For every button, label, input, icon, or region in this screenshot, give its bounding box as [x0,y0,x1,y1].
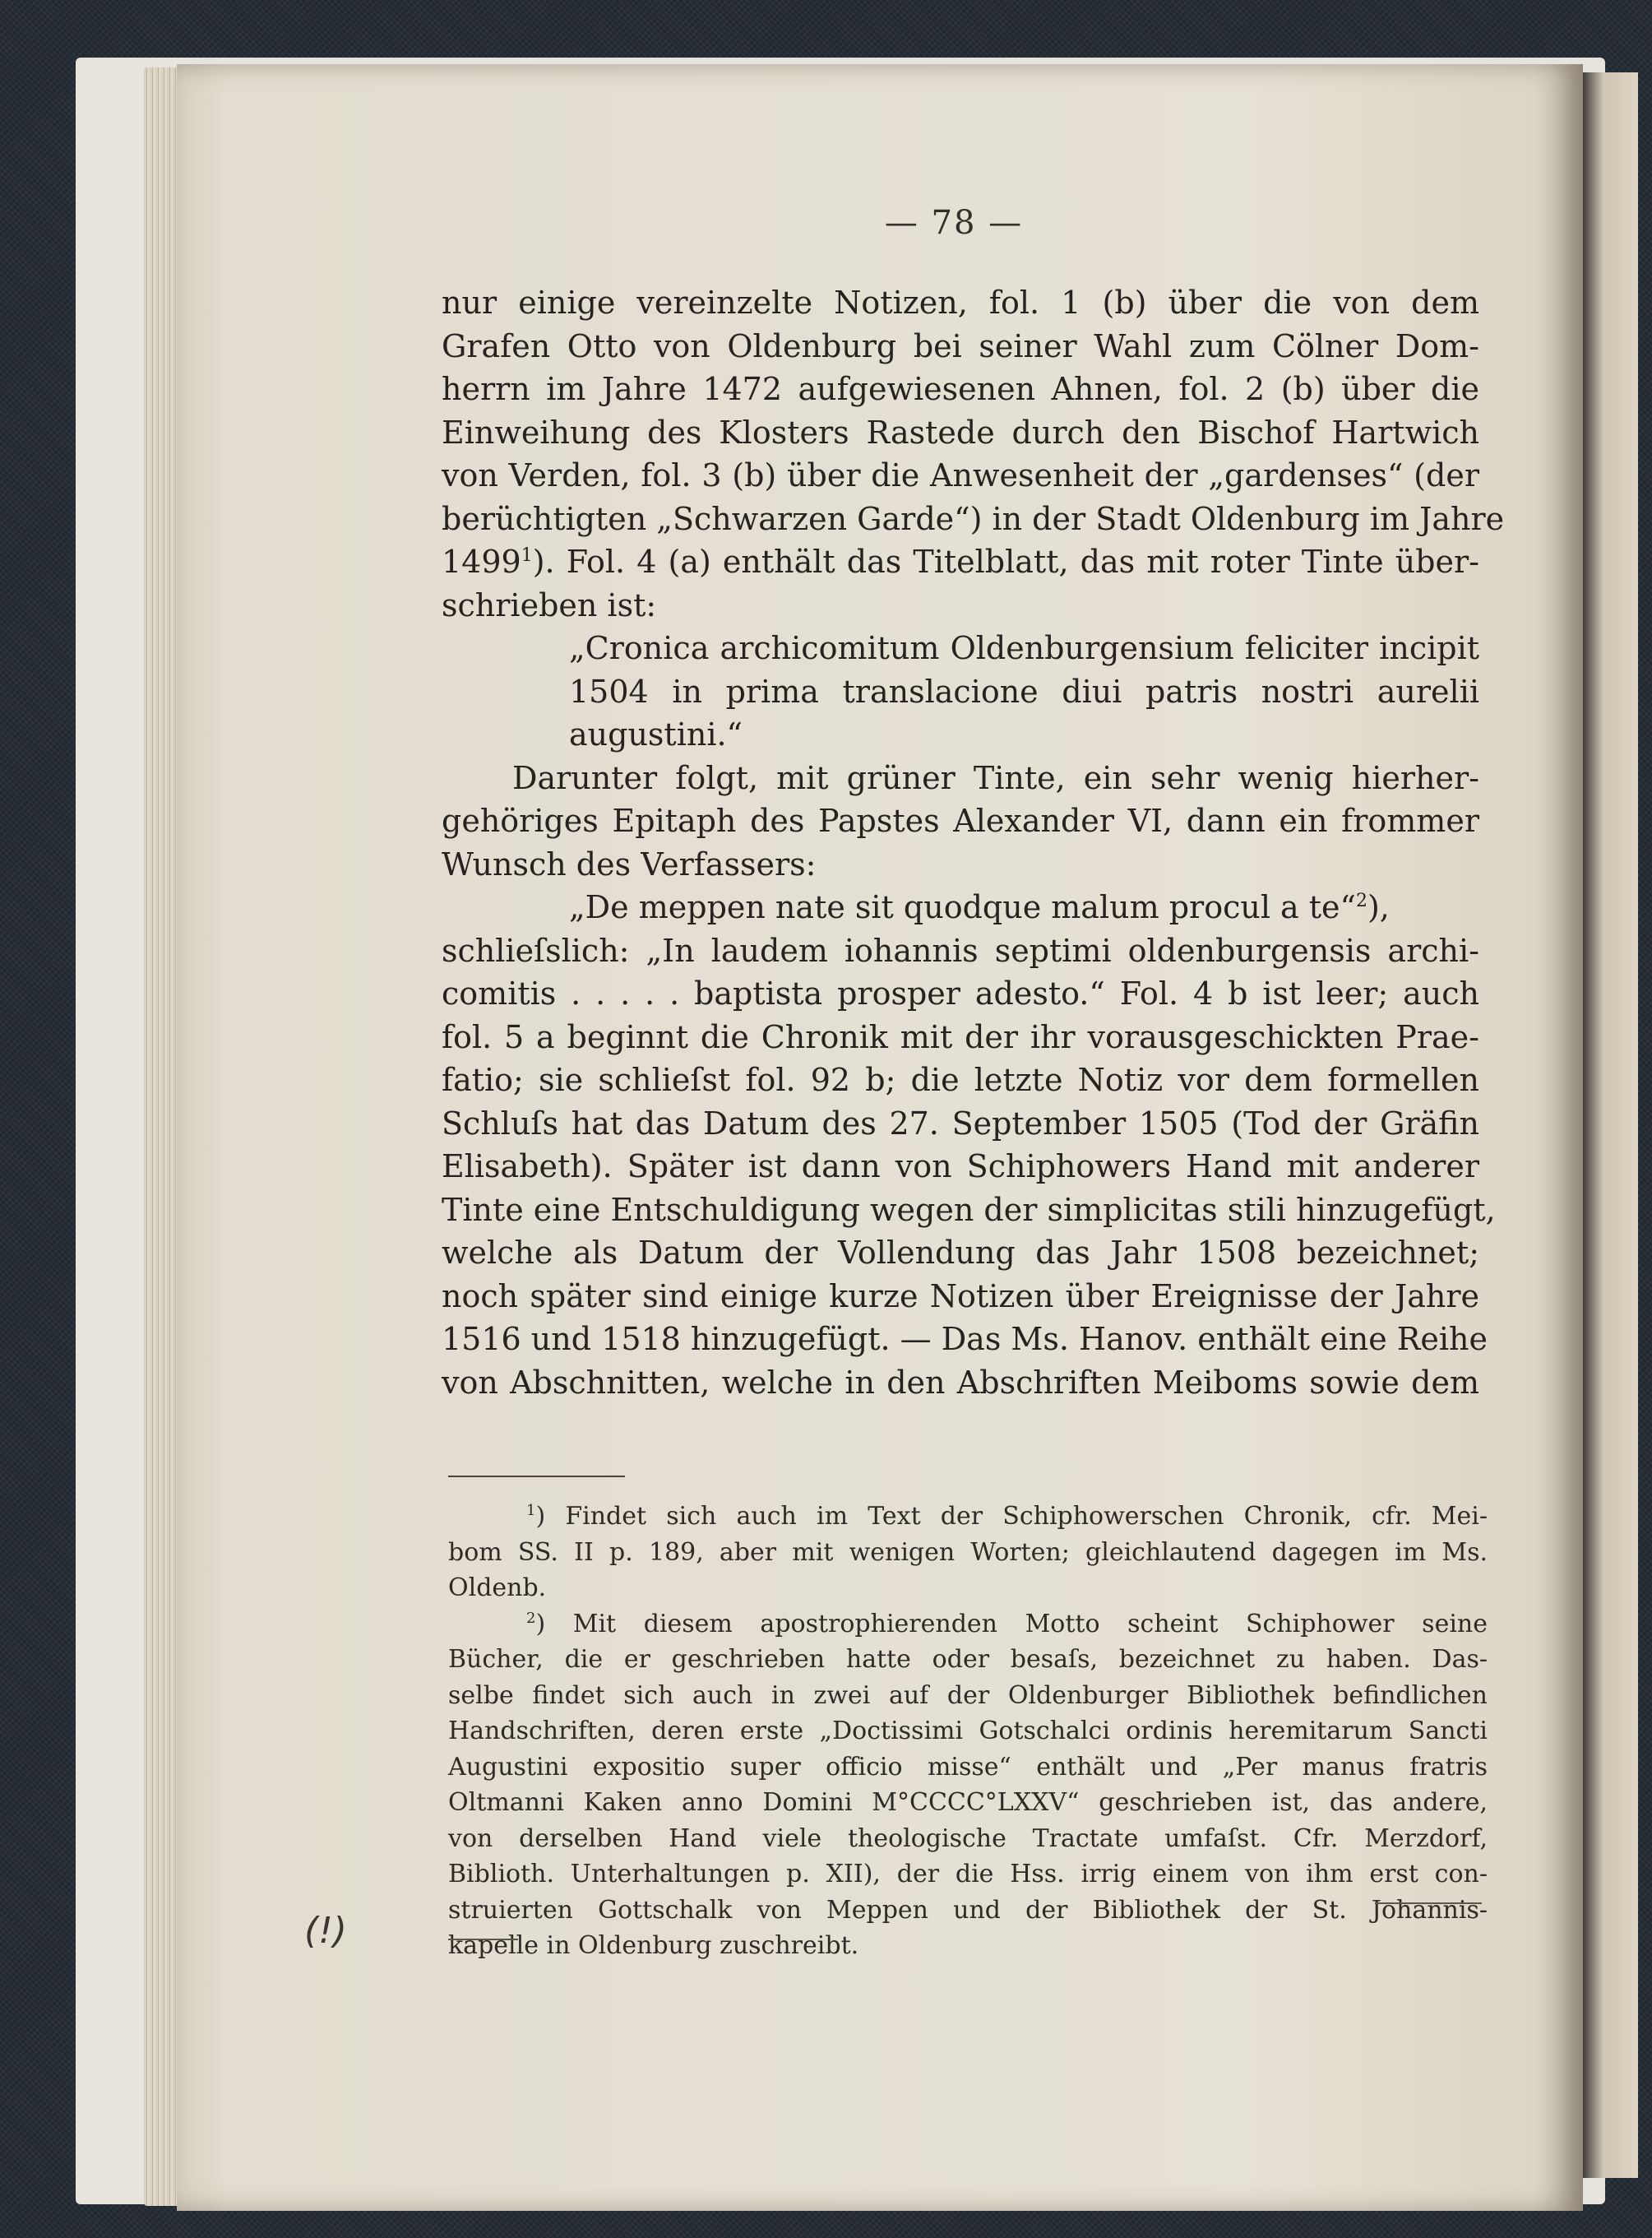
body-text [442,281,1505,1404]
page-number: — 78 — [884,204,1024,242]
body-line: von Verden, fol. 3 (b) über die Anwesenheit der „gardenses“ (der [442,457,1479,493]
body-line: 1516 und 1518 hinzugefügt. — Das Ms. Hanov. enthält eine Reihe [442,1321,1488,1357]
body-line: nur einige vereinzelte Notizen, fol. 1 (b) über die von dem [442,285,1479,321]
body-line: von Abschnitten, welche in den Abschriften Meiboms sowie dem [442,1364,1479,1401]
footnote-line: Handschriften, deren erste „Doctissimi Gotschalci ordinis heremitarum Sancti [448,1717,1488,1745]
footnote-separator [448,1476,625,1477]
body-line: fol. 5 a beginnt die Chronik mit der ihr vorausgeschickten Prae- [442,1018,1479,1055]
margin-annotation: (!) [304,1910,347,1952]
body-line: welche als Datum der Vollendung das Jahr 1508 bezeichnet; [442,1235,1479,1271]
body-line: Wunsch des Verfassers: [442,846,817,883]
quote-line: augustini.“ [569,716,743,753]
body-line: noch später sind einige kurze Notizen über Ereignisse der Jahre [442,1277,1479,1314]
body-line: Grafen Otto von Oldenburg bei seiner Wahl zum Cölner Dom- [442,327,1479,364]
facing-page-edge [1580,72,1638,2178]
pencil-underline [1375,1902,1482,1904]
footnote-2-line [448,1606,1488,1643]
motto-text: „De meppen nate sit quodque malum procul a te“ [569,889,1356,925]
body-line: Elisabeth). Später ist dann von Schiphowers Hand mit anderer [442,1148,1479,1184]
quote-line: 1504 in prima translacione diui patris nostri aurelii [569,673,1479,710]
footnote-line: selbe findet sich auch in zwei auf der Oldenburger Bibliothek befindlichen [448,1680,1488,1710]
footnote-mark-2: 2 [526,1609,536,1627]
footnote-text: ) Findet sich auch im Text der Schiphowerschen Chronik, cfr. Mei- [535,1502,1488,1531]
body-line: fatio; sie schlieſst fol. 92 b; die letzte Notiz vor dem formellen [442,1062,1479,1098]
footnote-line: Bücher, die er geschrieben hatte oder besaſs, bezeichnet zu haben. Das- [448,1645,1488,1674]
footnote-line: kapelle in Oldenburg zuschreibt. [448,1931,859,1960]
body-line-with-footnote-ref [442,540,1479,584]
footnote-line: Oldenb. [448,1573,547,1602]
footnote-mark-1: 1 [526,1502,536,1519]
body-line: Darunter folgt, mit grüner Tinte, ein sehr wenig hierher- [512,759,1479,796]
footnote-text: ) Mit diesem apostrophierenden Motto scheint Schiphower seine [535,1609,1488,1638]
body-line: herrn im Jahre 1472 aufgewiesenen Ahnen, fol. 2 (b) über die [442,371,1479,407]
body-line: berüchtigten „Schwarzen Garde“) in der Stadt Oldenburg im Jahre [442,500,1505,537]
body-line: Schluſs hat das Datum des 27. September 1505 (Tod der Gräfin [442,1105,1479,1142]
body-line: comitis . . . . . baptista prosper adesto.“ Fol. 4 b ist leer; auch [442,975,1479,1012]
footnote-line: Oltmanni Kaken anno Domini M°CCCC°LXXV“ geschrieben ist, das andere, [448,1788,1488,1817]
footnote-line: Augustini expositio super officio misse“ enthält und „Per manus fratris [448,1752,1488,1782]
footnotes [448,1499,1488,1964]
footnote-1-line [448,1499,1488,1535]
line-rest: ). Fol. 4 (a) enthält das Titelblatt, das mit roter Tinte über- [532,544,1479,580]
footnote-ref-1: 1 [521,545,533,566]
motto-line [442,886,1479,929]
body-line: schlieſslich: „In laudem iohannis septimi oldenburgensis archi- [442,932,1479,969]
body-line: gehöriges Epitaph des Papstes Alexander VI, dann ein frommer [442,803,1479,839]
year-text: 1499 [442,544,521,580]
body-line: Tinte eine Entschuldigung wegen der simplicitas stili hinzugefügt, [442,1191,1496,1228]
footnote-ref-2: 2 [1355,891,1367,911]
quote-line: „Cronica archicomitum Oldenburgensium feliciter incipit [569,630,1479,666]
footnote-line: struierten Gottschalk von Meppen und der Bibliothek der St. Johannis- [448,1895,1488,1925]
body-line: schrieben ist: [442,586,657,623]
motto-close: ), [1367,889,1390,925]
pencil-underline [448,1939,518,1940]
footnote-line: von derselben Hand viele theologische Tractate umfaſst. Cfr. Merzdorf, [448,1823,1488,1853]
footnote-line: bom SS. II p. 189, aber mit wenigen Worten; gleichlautend dagegen im Ms. [448,1537,1488,1567]
body-line: Einweihung des Klosters Rastede durch den Bischof Hartwich [442,414,1479,451]
footnote-line: Biblioth. Unterhaltungen p. XII), der die Hss. irrig einem von ihm erst con- [448,1860,1488,1888]
